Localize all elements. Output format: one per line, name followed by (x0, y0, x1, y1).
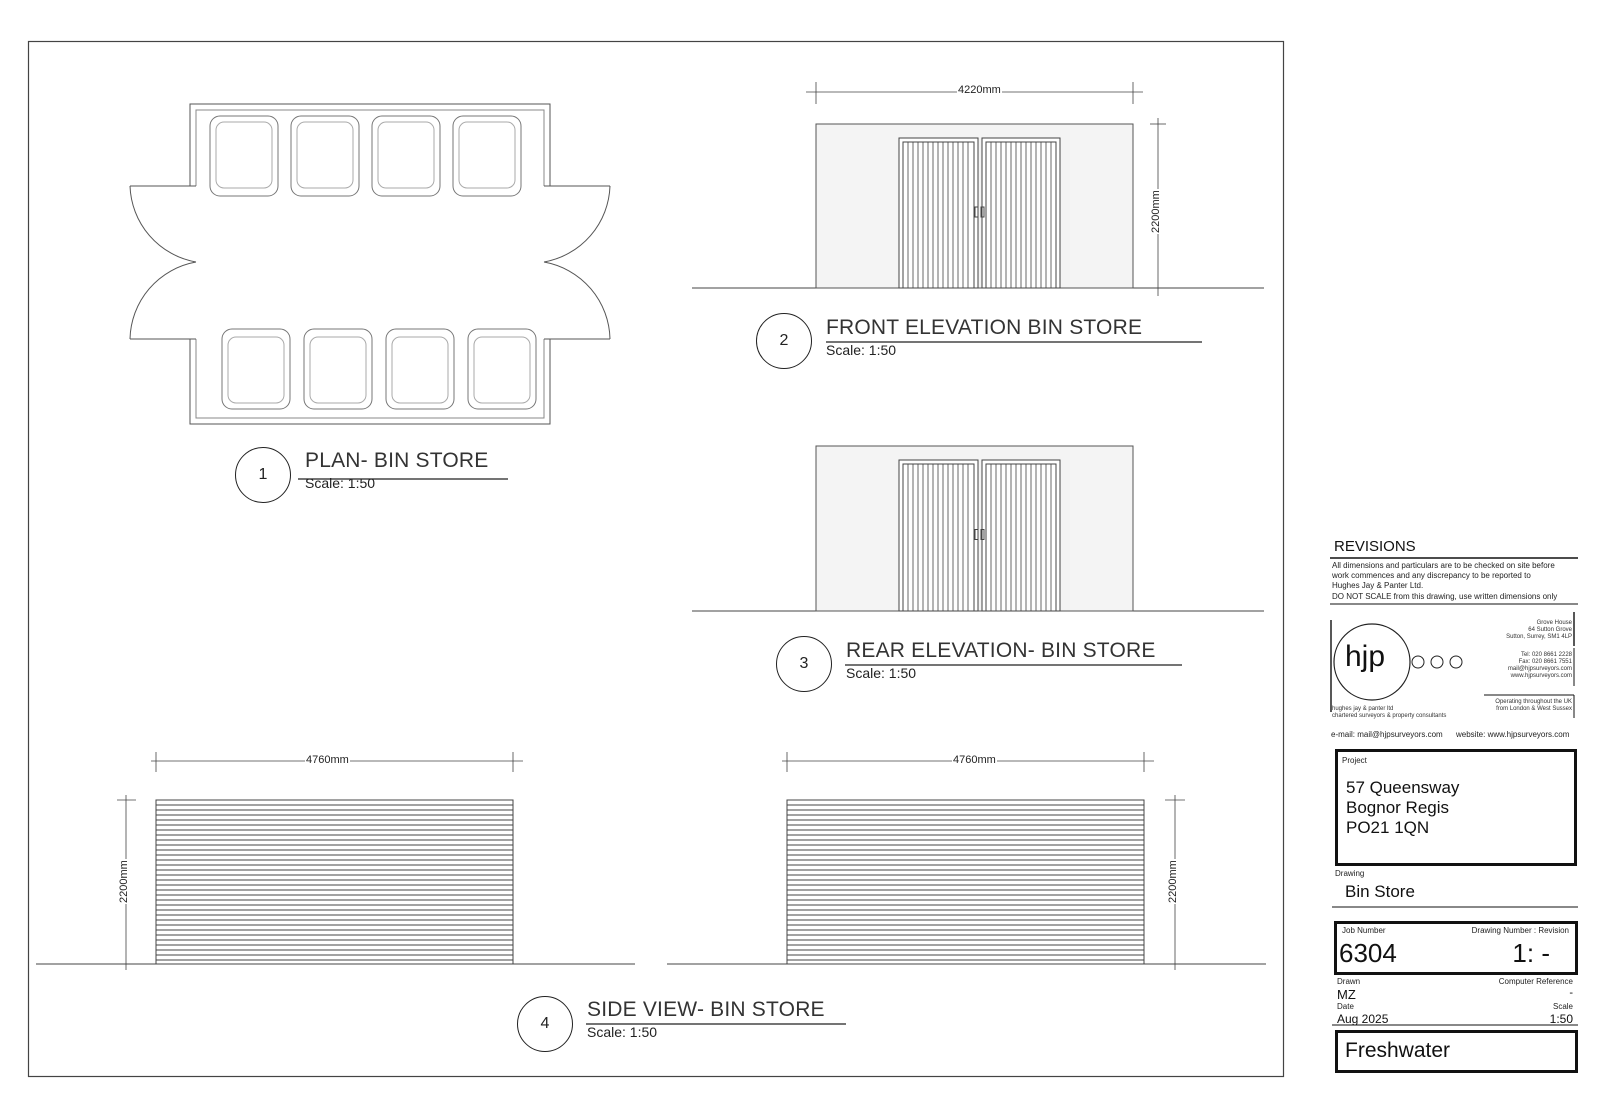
logo-text: hjp (1345, 640, 1386, 673)
rear-elevation (692, 446, 1264, 611)
computer-ref-label: Computer Reference (1498, 977, 1573, 986)
website-line[interactable]: website: www.hjpsurveyors.com (1456, 730, 1570, 739)
drawing-name: Bin Store (1345, 882, 1415, 901)
contact-fax: Fax: 020 8661 7551 (1518, 659, 1572, 665)
address-line-1: Grove House (1536, 620, 1572, 626)
drawing-number: 1: - (1512, 938, 1550, 968)
contact-tel: Tel: 020 8661 2228 (1520, 652, 1572, 658)
project-label: Project (1342, 756, 1367, 765)
plan-bins-bottom (222, 329, 536, 409)
plan-bins-top (210, 116, 521, 196)
side-right-height-dimension: 2200mm (1167, 860, 1179, 903)
project-line-2: Bognor Regis (1346, 798, 1450, 817)
side-left-width-dimension: 4760mm (306, 754, 349, 766)
operating-line-2: from London & West Sussex (1496, 706, 1572, 712)
drawing-number-label: Drawing Number : Revision (1471, 926, 1569, 935)
view-2-number: 2 (756, 313, 812, 369)
view-4-number: 4 (517, 996, 573, 1052)
scale-label: Scale (1552, 1002, 1573, 1011)
operating-line-1: Operating throughout the UK (1495, 699, 1572, 705)
view-1-number: 1 (235, 447, 291, 503)
job-number: 6304 (1339, 938, 1397, 968)
date-value: Aug 2025 (1337, 1012, 1389, 1026)
view-2-scale: Scale: 1:50 (826, 342, 897, 358)
view-1-scale: Scale: 1:50 (305, 475, 376, 491)
front-elevation (692, 82, 1264, 342)
front-height-dimension: 2200mm (1150, 190, 1162, 233)
client-name: Freshwater (1345, 1039, 1451, 1062)
company-name: hughes jay & panter ltd (1332, 706, 1394, 712)
drawn-label: Drawn (1337, 977, 1361, 986)
contact-mail: mail@hjpsurveyors.com (1507, 666, 1572, 672)
note-line-3: Hughes Jay & Panter Ltd. (1332, 581, 1424, 590)
job-number-label: Job Number (1342, 926, 1386, 935)
drawn-value: MZ (1337, 987, 1356, 1002)
view-4-title: SIDE VIEW- BIN STORE (587, 998, 825, 1021)
address-line-3: Sutton, Surrey, SM1 4LP (1506, 634, 1572, 640)
view-2-title: FRONT ELEVATION BIN STORE (826, 316, 1143, 339)
view-3-scale: Scale: 1:50 (846, 665, 917, 681)
side-right-width-dimension: 4760mm (953, 754, 996, 766)
revisions-heading: REVISIONS (1334, 538, 1416, 555)
side-left-height-dimension: 2200mm (118, 860, 130, 903)
view-3-title: REAR ELEVATION- BIN STORE (846, 639, 1156, 662)
logo-dot-2 (1431, 656, 1443, 668)
logo-dot-1 (1412, 656, 1424, 668)
door-leaf-1 (899, 460, 978, 611)
date-label: Date (1337, 1002, 1354, 1011)
logo-dot-3 (1450, 656, 1462, 668)
door-leaf-1 (899, 138, 978, 288)
project-line-1: 57 Queensway (1346, 778, 1460, 797)
view-3-number: 3 (776, 636, 832, 692)
note-line-2: work commences and any discrepancy to be reported to (1332, 571, 1531, 580)
scale-value: 1:50 (1549, 1012, 1573, 1026)
address-line-2: 64 Sutton Grove (1528, 627, 1572, 633)
project-line-3: PO21 1QN (1346, 818, 1430, 837)
view-4-scale: Scale: 1:50 (587, 1024, 658, 1040)
drawing-label: Drawing (1335, 869, 1365, 878)
note-line-1: All dimensions and particulars are to be checked on site before (1332, 561, 1555, 570)
computer-ref-value: - (1569, 987, 1573, 999)
plan-view (130, 104, 610, 424)
front-width-dimension: 4220mm (958, 84, 1001, 96)
contact-web: www.hjpsurveyors.com (1510, 673, 1572, 679)
email-line[interactable]: e-mail: mail@hjpsurveyors.com (1331, 730, 1443, 739)
company-subtitle: chartered surveyors & property consultants (1332, 713, 1447, 719)
note-line-4: DO NOT SCALE from this drawing, use written dimensions only (1332, 592, 1558, 601)
view-1-title: PLAN- BIN STORE (305, 449, 489, 472)
